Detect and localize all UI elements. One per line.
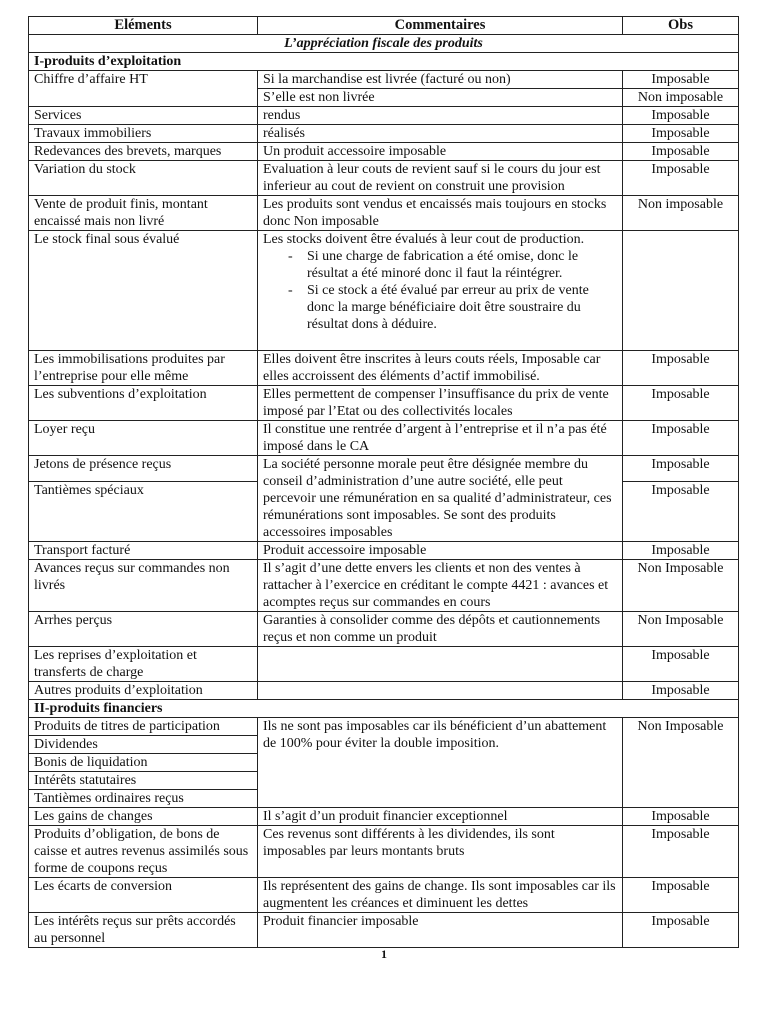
element-cell: Redevances des brevets, marques: [29, 143, 258, 161]
bullet-list: [263, 248, 617, 333]
table-title-row: [29, 35, 739, 53]
table-row: [29, 161, 739, 196]
page-number: 1: [381, 947, 387, 961]
table-row: [29, 456, 739, 482]
element-cell: Intérêts statutaires: [29, 772, 258, 790]
header-obs: Obs: [623, 17, 739, 35]
table-row: [29, 231, 739, 351]
element-cell: Le stock final sous évalué: [29, 231, 258, 351]
element-cell: Bonis de liquidation: [29, 754, 258, 772]
obs-cell: Imposable: [623, 421, 739, 456]
comment-cell: Ils représentent des gains de change. Ils sont imposables car ils augmentent les créances et diminuent les dettes: [258, 878, 623, 913]
table-row: [29, 125, 739, 143]
obs-cell: Imposable: [623, 107, 739, 125]
comment-cell: Il s’agit d’une dette envers les clients et non des ventes à rattacher à l’exercice en créditant le compte 4421 : avances et acomptes reçus sur commandes en cours: [258, 560, 623, 612]
element-cell: Autres produits d’exploitation: [29, 682, 258, 700]
table-row: [29, 718, 739, 736]
comment-cell: réalisés: [258, 125, 623, 143]
comment-cell: Si la marchandise est livrée (facturé ou non): [258, 71, 623, 89]
obs-cell: Imposable: [623, 913, 739, 948]
obs-cell: Imposable: [623, 808, 739, 826]
table-row: [29, 542, 739, 560]
comment-cell: Ces revenus sont différents à les dividendes, ils sont imposables par leurs montants bruts: [258, 826, 623, 878]
bullet-item: - Si ce stock a été évalué par erreur au prix de vente donc la marge bénéficiaire doit être soustraire du résultat dons à déduire.: [288, 282, 617, 333]
element-cell: Jetons de présence reçus: [29, 456, 258, 482]
element-cell: Produits de titres de participation: [29, 718, 258, 736]
obs-cell: Imposable: [623, 878, 739, 913]
comment-cell: La société personne morale peut être désignée membre du conseil d’administration d’une autre société, elle peut percevoir une rémunération en sa qualité d’administrateur, ces rémunérations sont imposables. Se sont des produits accessoires imposables: [258, 456, 623, 542]
element-cell: Produits d’obligation, de bons de caisse et autres revenus assimilés sous forme de coupons reçus: [29, 826, 258, 878]
tax-assessment-table: [28, 16, 739, 948]
element-cell: Les subventions d’exploitation: [29, 386, 258, 421]
element-cell: Tantièmes ordinaires reçus: [29, 790, 258, 808]
section-heading-financiers: II-produits financiers: [29, 700, 739, 718]
obs-cell: Imposable: [623, 143, 739, 161]
comment-cell: rendus: [258, 107, 623, 125]
element-cell: Tantièmes spéciaux: [29, 482, 258, 542]
element-cell: Les reprises d’exploitation et transferts de charge: [29, 647, 258, 682]
element-cell: Avances reçus sur commandes non livrés: [29, 560, 258, 612]
obs-cell: Imposable: [623, 456, 739, 482]
obs-cell: Imposable: [623, 161, 739, 196]
header-elements: Eléments: [29, 17, 258, 35]
table-title: L’appréciation fiscale des produits: [29, 35, 739, 53]
element-cell: Variation du stock: [29, 161, 258, 196]
element-cell: Loyer reçu: [29, 421, 258, 456]
obs-cell: Imposable: [623, 682, 739, 700]
bullet-item: - Si une charge de fabrication a été omise, donc le résultat a été minoré donc il faut la réintégrer.: [288, 248, 617, 282]
obs-cell: Non Imposable: [623, 560, 739, 612]
comment-cell: [258, 647, 623, 682]
element-cell: Services: [29, 107, 258, 125]
table-header-row: [29, 17, 739, 35]
element-cell: Les immobilisations produites par l’entreprise pour elle même: [29, 351, 258, 386]
comment-cell: Il s’agit d’un produit financier exceptionnel: [258, 808, 623, 826]
table-row: [29, 71, 739, 89]
comment-cell: Elles doivent être inscrites à leurs couts réels, Imposable car elles accroissent des éléments d’actif immobilisé.: [258, 351, 623, 386]
element-cell: Les intérêts reçus sur prêts accordés au personnel: [29, 913, 258, 948]
table-row: [29, 808, 739, 826]
obs-cell: [623, 231, 739, 351]
obs-cell: Non Imposable: [623, 612, 739, 647]
table-row: [29, 421, 739, 456]
table-row: [29, 826, 739, 878]
obs-cell: Non imposable: [623, 196, 739, 231]
table-row: [29, 143, 739, 161]
section-row: [29, 53, 739, 71]
obs-cell: Imposable: [623, 826, 739, 878]
table-row: [29, 196, 739, 231]
obs-cell: Imposable: [623, 125, 739, 143]
comment-cell: [258, 682, 623, 700]
obs-cell: Imposable: [623, 351, 739, 386]
element-cell: Vente de produit finis, montant encaissé mais non livré: [29, 196, 258, 231]
comment-cell: Produit financier imposable: [258, 913, 623, 948]
comment-cell: Ils ne sont pas imposables car ils bénéficient d’un abattement de 100% pour éviter la double imposition.: [258, 718, 623, 808]
table-row: [29, 560, 739, 612]
element-cell: Chiffre d’affaire HT: [29, 71, 258, 107]
element-cell: Transport facturé: [29, 542, 258, 560]
comment-cell: Il constitue une rentrée d’argent à l’entreprise et il n’a pas été imposé dans le CA: [258, 421, 623, 456]
table-row: [29, 682, 739, 700]
table-row: [29, 647, 739, 682]
obs-cell: Imposable: [623, 386, 739, 421]
table-row: [29, 612, 739, 647]
comment-cell: [258, 231, 623, 351]
obs-cell: Imposable: [623, 647, 739, 682]
obs-cell: Imposable: [623, 482, 739, 542]
tax-assessment-table-container: [28, 16, 738, 948]
obs-cell: Non Imposable: [623, 718, 739, 808]
comment-cell: Produit accessoire imposable: [258, 542, 623, 560]
element-cell: Arrhes perçus: [29, 612, 258, 647]
element-cell: Dividendes: [29, 736, 258, 754]
table-row: [29, 351, 739, 386]
header-commentaires: Commentaires: [258, 17, 623, 35]
comment-cell: Les produits sont vendus et encaissés mais toujours en stocks donc Non imposable: [258, 196, 623, 231]
section-row: [29, 700, 739, 718]
element-cell: Les écarts de conversion: [29, 878, 258, 913]
table-row: [29, 386, 739, 421]
obs-cell: Imposable: [623, 542, 739, 560]
section-heading-exploitation: I-produits d’exploitation: [29, 53, 739, 71]
obs-cell: Non imposable: [623, 89, 739, 107]
comment-cell: S’elle est non livrée: [258, 89, 623, 107]
table-row: [29, 107, 739, 125]
comment-cell: Evaluation à leur couts de revient sauf si le cours du jour est inferieur au cout de revient on construit une provision: [258, 161, 623, 196]
element-cell: Les gains de changes: [29, 808, 258, 826]
table-row: [29, 913, 739, 948]
element-cell: Travaux immobiliers: [29, 125, 258, 143]
comment-cell: Un produit accessoire imposable: [258, 143, 623, 161]
comment-text: Les stocks doivent être évalués à leur cout de production.: [263, 232, 585, 247]
table-row: [29, 878, 739, 913]
comment-cell: Elles permettent de compenser l’insuffisance du prix de vente imposé par l’Etat ou des collectivités locales: [258, 386, 623, 421]
comment-cell: Garanties à consolider comme des dépôts et cautionnements reçus et non comme un produit: [258, 612, 623, 647]
obs-cell: Imposable: [623, 71, 739, 89]
